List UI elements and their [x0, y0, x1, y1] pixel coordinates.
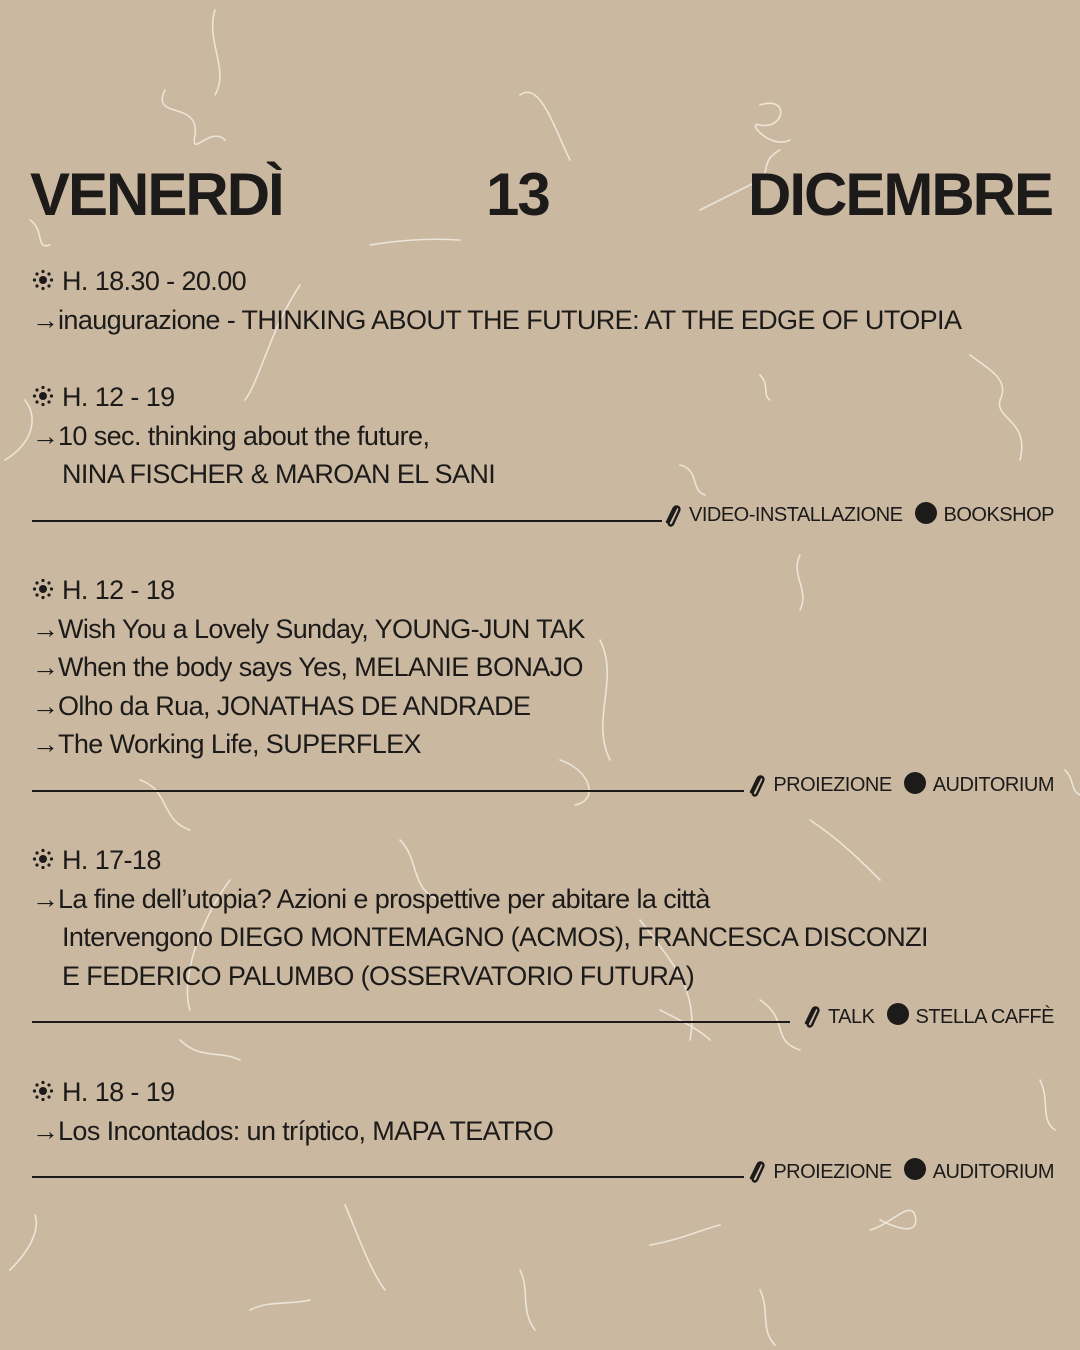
arrow-right-icon: →	[32, 883, 59, 914]
event-item	[32, 841, 1054, 1028]
event-type: VIDEO-INSTALLAZIONE	[689, 504, 903, 526]
header-month: DICEMBRE	[747, 161, 1052, 228]
event-tags	[745, 1158, 1054, 1186]
event-time-label: H. 18 - 19	[62, 1077, 175, 1107]
dot-icon	[915, 502, 937, 524]
paperclip-icon	[745, 772, 767, 800]
header-day: VENERDÌ	[30, 161, 283, 228]
event-line-text: Los Incontados: un tríptico, MAPA TEATRO	[58, 1115, 554, 1146]
divider-rule	[32, 1021, 790, 1023]
event-tags	[661, 502, 1054, 530]
event-type: TALK	[827, 1005, 875, 1028]
event-line-text: Olho da Rua, JONATHAS DE ANDRADE	[58, 690, 531, 721]
event-item	[32, 1073, 1054, 1183]
sun-icon	[32, 578, 54, 600]
event-location: AUDITORIUM	[932, 1160, 1054, 1183]
divider-rule	[32, 520, 662, 522]
event-time	[32, 262, 1054, 301]
sun-icon	[32, 1080, 54, 1102]
paperclip-icon	[800, 1003, 822, 1031]
sun-icon	[32, 848, 54, 870]
event-tags	[745, 772, 1054, 800]
arrow-right-icon: →	[32, 613, 59, 644]
event-tags	[800, 1003, 1054, 1031]
event-line	[32, 648, 1054, 687]
event-item	[32, 378, 1054, 524]
header-date-number: 13	[486, 161, 549, 228]
event-time-label: H. 17-18	[62, 845, 161, 875]
event-footer	[32, 494, 1054, 524]
event-line	[32, 301, 1054, 340]
arrow-right-icon: →	[32, 690, 59, 721]
event-time	[32, 378, 1054, 417]
event-line-continuation: E FEDERICO PALUMBO (OSSERVATORIO FUTURA)	[62, 960, 695, 991]
event-line-text: La fine dell’utopia? Azioni e prospettive per abitare la città	[58, 883, 710, 914]
event-type: PROIEZIONE	[773, 1160, 892, 1183]
event-footer	[32, 764, 1054, 794]
sun-icon	[32, 385, 54, 407]
event-line	[32, 725, 1054, 764]
event-line-text: inaugurazione - THINKING ABOUT THE FUTURE: AT THE EDGE OF UTOPIA	[58, 304, 962, 335]
event-item	[32, 571, 1054, 794]
event-line-text: When the body says Yes, MELANIE BONAJO	[58, 652, 583, 682]
arrow-right-icon: →	[32, 420, 59, 451]
event-line-text: Wish You a Lovely Sunday, YOUNG-JUN TAK	[58, 613, 585, 644]
event-line-continuation: Intervengono DIEGO MONTEMAGNO (ACMOS), FRANCESCA DISCONZI	[62, 922, 928, 952]
arrow-right-icon: →	[32, 652, 59, 682]
event-line	[32, 610, 1054, 649]
event-line	[32, 417, 1054, 456]
event-time	[32, 841, 1054, 880]
event-line	[32, 1112, 1054, 1151]
paperclip-icon	[661, 502, 683, 530]
page-header	[30, 160, 1052, 230]
event-line	[32, 687, 1054, 726]
event-time	[32, 1073, 1054, 1112]
dot-icon	[904, 1158, 926, 1180]
event-location: AUDITORIUM	[932, 774, 1054, 796]
event-time-label: H. 12 - 18	[62, 575, 175, 605]
event-line-text: The Working Life, SUPERFLEX	[58, 729, 421, 759]
event-line-continuation: NINA FISCHER & MAROAN EL SANI	[62, 459, 496, 489]
divider-rule	[32, 790, 744, 792]
event-time-label: H. 18.30 - 20.00	[62, 266, 247, 296]
arrow-right-icon: →	[32, 729, 59, 759]
event-line-text: 10 sec. thinking about the future,	[58, 420, 430, 451]
event-type: PROIEZIONE	[773, 774, 892, 796]
arrow-right-icon: →	[32, 304, 59, 335]
sun-icon	[32, 269, 54, 291]
event-time	[32, 571, 1054, 610]
divider-rule	[32, 1176, 744, 1178]
event-footer	[32, 1150, 1054, 1183]
event-time-label: H. 12 - 19	[62, 382, 175, 412]
dot-icon	[904, 772, 926, 794]
event-location: BOOKSHOP	[943, 504, 1054, 526]
paperclip-icon	[745, 1158, 767, 1186]
event-item	[32, 262, 1054, 339]
dot-icon	[887, 1003, 909, 1025]
event-footer	[32, 995, 1054, 1028]
event-location: STELLA CAFFÈ	[915, 1005, 1054, 1028]
arrow-right-icon: →	[32, 1115, 59, 1146]
event-line	[32, 880, 1054, 919]
